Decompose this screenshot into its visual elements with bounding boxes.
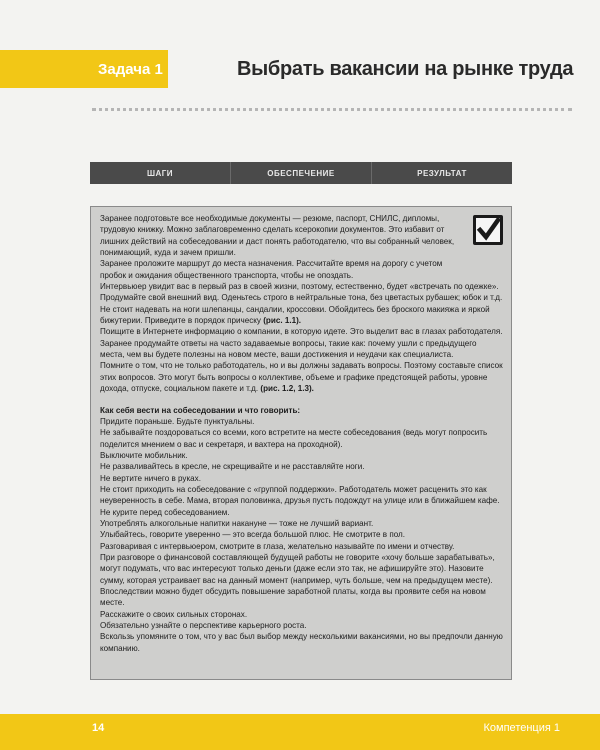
- intro-section: [100, 213, 503, 395]
- page-number: 14: [92, 722, 105, 734]
- tip-item: Не стоит приходить на собеседование с «группой поддержки». Работодатель может расценить это как неуверенность в себе. Мама, вторая половинка, друзья пусть подождут на улице или в ближайшем кафе.: [100, 484, 500, 506]
- intro-paragraph: Заранее подготовьте все необходимые документы — резюме, паспорт, СНИЛС, дипломы, трудовую книжку. Можно заблаговременно сделать ксерокопии документов. Это избавит от лишних действий на собеседовании и даст понять работодателю, что вы собранный человек, понимающий, куда и зачем пришли.: [100, 214, 455, 258]
- task-label: Задача 1: [98, 60, 163, 78]
- column-header-bar: [90, 162, 512, 184]
- tip-item: Обязательно узнайте о перспективе карьерного роста.: [100, 621, 307, 631]
- page-title: Выбрать вакансии на рынке труда: [237, 58, 574, 80]
- tip-item: Выключите мобильник.: [100, 450, 188, 460]
- tip-item: Улыбайтесь, говорите уверенно — это всегда большой плюс. Не смотрите в пол.: [100, 530, 406, 540]
- intro-paragraph: Помните о том, что не только работодатель, но и вы должны задавать вопросы. Поэтому составьте список этих вопросов. Это могут быть вопросы о коллективе, объеме и графике предстоящей работы, уровне дохода, отпуске, социальном пакете и т.д. (рис. 1.2, 1.3).: [100, 361, 503, 394]
- task-tag: [0, 50, 168, 88]
- dotted-divider: [92, 108, 572, 111]
- checkmark-icon: [473, 215, 503, 245]
- intro-paragraph: Поищите в Интернете информацию о компании, в которую идете. Это выделит вас в глазах работодателя.: [100, 327, 503, 337]
- intro-paragraph: Заранее проложите маршрут до места назначения. Рассчитайте время на дорогу с учетом пробок и ожидания общественного транспорта, чтобы не опоздать.: [100, 259, 443, 280]
- column-result: РЕЗУЛЬТАТ: [417, 168, 467, 178]
- intro-paragraph: Заранее продумайте ответы на часто задаваемые вопросы, такие как: почему ушли с предыдущего места, чем вы будете полезны на новом месте, ваши достижения и неудачи как специалиста.: [100, 338, 477, 360]
- figure-reference: (рис. 1.1).: [263, 316, 302, 326]
- tip-item: Не забывайте поздороваться со всеми, кого встретите на месте собеседования (ведь могут попросить поделится мнением о вас и секретаря, и вахтера на проходной).: [100, 428, 488, 449]
- footer-label: Компетенция 1: [483, 722, 560, 734]
- figure-reference: (рис. 1.2, 1.3).: [260, 384, 314, 394]
- tip-item: Не курите перед собеседованием.: [100, 507, 230, 517]
- section-title: Как себя вести на собеседовании и что говорить:: [100, 405, 301, 415]
- tip-item: Разговаривая с интервьюером, смотрите в глаза, желательно называйте по имени и отчеству.: [100, 541, 455, 551]
- content-box: [90, 206, 512, 680]
- tip-item: Расскажите о своих сильных сторонах.: [100, 609, 248, 619]
- tip-item: При разговоре о финансовой составляющей будущей работы не говорите «хочу больше зарабатывать», могут подумать, что вас интересуют только деньги (даже если это так, не афишируйте это). Назовите сумму, которая устраивает вас на данный момент (например, чуть больше, чем на предыдущем месте). Впоследствии можно будет обсудить повышение заработной платы, когда вы проявите себя на новом месте.: [100, 552, 495, 608]
- tip-item: Не разваливайтесь в кресле, не скрещивайте и не расставляйте ноги.: [100, 462, 365, 472]
- footer-bar: [0, 714, 600, 750]
- tip-item: Употреблять алкогольные напитки накануне — тоже не лучший вариант.: [100, 518, 374, 528]
- tip-item: Придите пораньше. Будьте пунктуальны.: [100, 416, 255, 426]
- intro-paragraph: Интервьюер увидит вас в первый раз в своей жизни, поэтому, естественно, будет «встречать по одежке». Продумайте свой внешний вид. Оденьтесь строго в нейтральные тона, без цветастых рубашек; юбок и т.д. Не стоит надевать на ноги шлепанцы, сандалии, кроссовки. Обойдитесь без броского макияжа и яркой бижутерии. Приведите в порядок прическу (рис. 1.1).: [100, 282, 503, 326]
- column-support: ОБЕСПЕЧЕНИЕ: [231, 162, 372, 184]
- tips-list: [100, 416, 503, 654]
- column-steps: ШАГИ: [90, 162, 231, 184]
- tip-item: Вскользь упомяните о том, что у вас был выбор между несколькими вакансиями, но вы предпочли данную компанию.: [100, 632, 503, 653]
- tip-item: Не вертите ничего в руках.: [100, 473, 201, 483]
